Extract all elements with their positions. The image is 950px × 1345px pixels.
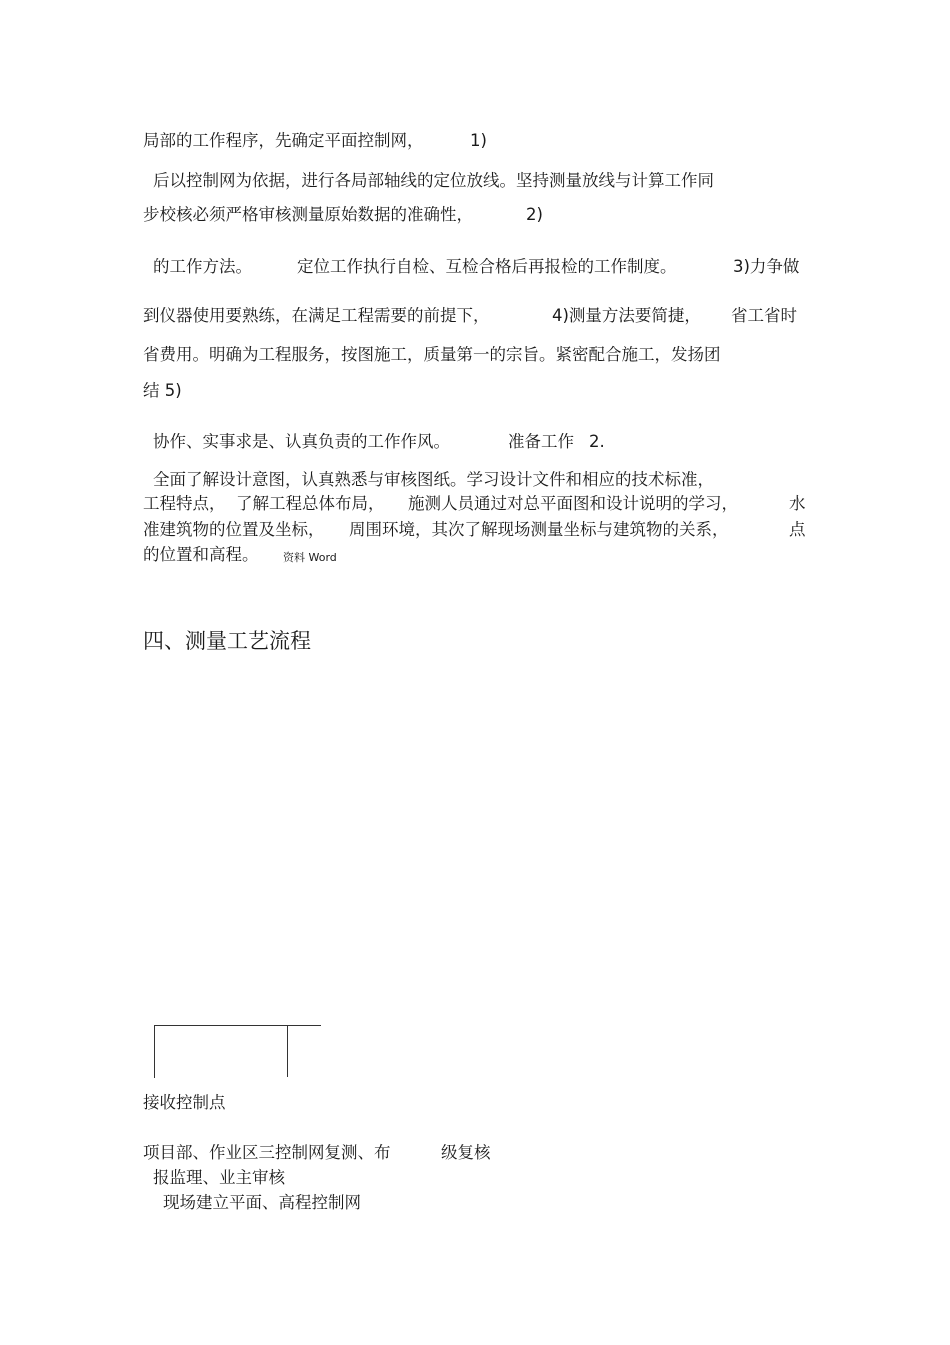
watermark-text: 资料 Word [283,551,337,564]
text-segment: 协作、实事求是、认真负责的工作作风。 [153,432,450,451]
text-segment: 全面了解设计意图，认真熟悉与审核图纸。学习设计文件和相应的技术标准， [153,470,714,489]
text-segment: 省费用。明确为工程服务，按图施工，质量第一的宗旨。紧密配合施工，发扬团 [143,345,721,364]
text-segment: 级复核 [441,1143,491,1162]
text-line-4 [153,257,800,277]
text-segment: 准建筑物的位置及坐标， [143,520,325,539]
text-segment: 结 5) [143,381,182,400]
list-number: 2) [526,205,543,224]
text-segment: 步校核必须严格审核测量原始数据的准确性， [143,205,473,224]
text-line-6 [143,345,721,365]
flowchart-node-establish: 现场建立平面、高程控制网 [163,1193,361,1212]
section-heading: 四、测量工艺流程 [143,629,311,653]
text-segment: 项目部、作业区三控制网复测、布 [143,1143,391,1162]
flowchart-box-outline [154,1025,321,1078]
text-line-7 [143,381,182,401]
text-segment: 省工省时 [731,306,797,325]
text-segment: 3)力争做 [733,257,800,276]
flowchart-node-report: 报监理、业主审核 [153,1168,285,1187]
text-line-3 [143,205,543,225]
text-segment: 定位工作执行自检、互检合格后再报检的工作制度。 [297,257,677,276]
text-segment: 的位置和高程。 [143,545,259,564]
flowchart-node-receive: 接收控制点 [143,1093,226,1112]
text-segment: 了解工程总体布局， [236,494,385,513]
text-segment: 准备工作 [508,432,574,451]
text-segment: 水 [789,494,806,513]
text-line-11 [143,520,806,540]
list-number: 1) [470,131,487,150]
flowchart-node-review [143,1143,491,1163]
text-line-1 [143,131,487,151]
text-line-2 [153,171,714,191]
text-segment: 后以控制网为依据，进行各局部轴线的定位放线。坚持测量放线与计算工作同 [153,171,714,190]
text-line-9 [153,470,714,490]
text-segment: 点 [789,520,806,539]
text-line-5 [143,306,797,326]
text-segment: 局部的工作程序，先确定平面控制网， [143,131,424,150]
list-number: 2. [589,432,605,451]
text-segment: 工程特点， [143,494,226,513]
text-segment: 周围环境，其次了解现场测量坐标与建筑物的关系， [349,520,729,539]
text-segment: 的工作方法。 [153,257,252,276]
text-segment: 施测人员通过对总平面图和设计说明的学习， [408,494,738,513]
text-segment: 到仪器使用要熟练，在满足工程需要的前提下， [143,306,490,325]
text-segment: 4)测量方法要简捷， [552,306,701,325]
flowchart-divider-line [287,1025,288,1077]
text-line-10 [143,494,806,514]
text-line-12 [143,545,337,565]
text-line-8 [153,432,605,452]
